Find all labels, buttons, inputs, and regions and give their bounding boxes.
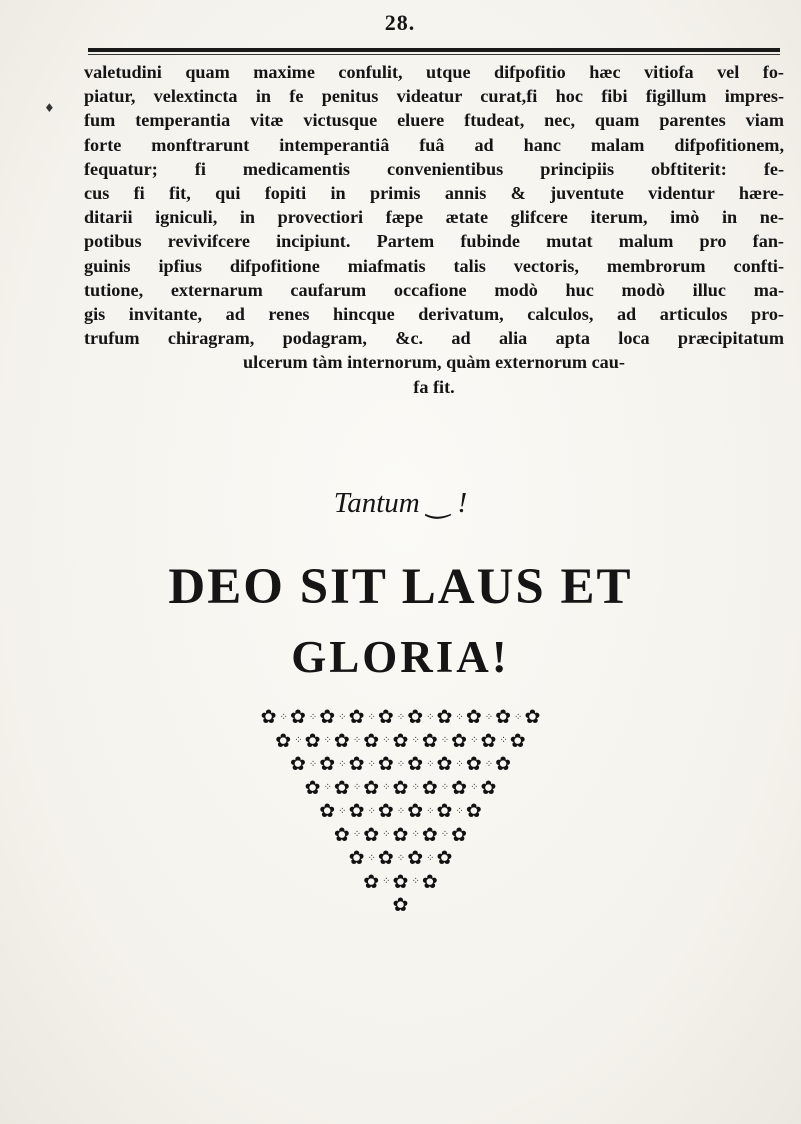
fleuron-icon: ✿ — [392, 729, 409, 752]
tantum-line: Tantum ‿ ! — [333, 487, 468, 519]
fleuron-icon: ✿ — [465, 706, 482, 729]
fleuron-icon: ✿ — [392, 894, 409, 917]
dot-separator-icon: ⁘ — [338, 758, 346, 770]
text-line: valetudini quam maxime confulit, utque difpofitio hæc vitiofa vel fo- — [84, 62, 784, 82]
fleuron-icon: ✿ — [289, 706, 306, 729]
dot-separator-icon: ⁘ — [352, 735, 361, 747]
fleuron-icon: ✿ — [392, 870, 409, 893]
dot-separator-icon: ⁘ — [396, 852, 405, 864]
fleuron-icon: ✿ — [495, 706, 512, 729]
dot-separator-icon: ⁘ — [484, 711, 493, 723]
dot-separator-icon: ⁘ — [411, 782, 419, 794]
fleuron-icon: ✿ — [436, 706, 453, 729]
fleuron-icon: ✿ — [348, 800, 365, 823]
dot-separator-icon: ⁘ — [426, 758, 434, 770]
dot-separator-icon: ⁘ — [426, 711, 434, 723]
fleuron-icon: ✿ — [319, 706, 336, 729]
fleuron-icon: ✿ — [319, 753, 336, 776]
dot-separator-icon: ⁘ — [279, 711, 287, 723]
text-line: guinis ipfius difpofitione miafmatis talis vectoris, membrorum confti- — [84, 255, 784, 276]
fleuron-icon: ✿ — [421, 870, 438, 893]
text-line: ditarii igniculi, in provectiori fæpe ætate glifcere iterum, imò in ne- — [84, 207, 784, 228]
fleuron-icon: ✿ — [509, 729, 526, 752]
text-line: piatur, velextincta in fe penitus videatur curat,fi hoc fibi figillum impres- — [84, 86, 784, 107]
fleuron-icon: ✿ — [451, 823, 468, 846]
dot-separator-icon: ⁘ — [411, 876, 419, 888]
fleuron-icon: ✿ — [524, 706, 541, 729]
fleuron-icon: ✿ — [348, 847, 365, 870]
fleuron-icon: ✿ — [333, 823, 350, 846]
header-rule-thin — [88, 54, 780, 55]
ornament-row — [0, 777, 801, 801]
fleuron-icon: ✿ — [260, 706, 277, 729]
dot-separator-icon: ⁘ — [470, 782, 478, 794]
dot-separator-icon: ⁘ — [367, 852, 375, 864]
fleuron-icon: ✿ — [377, 706, 394, 729]
dot-separator-icon: ⁘ — [396, 711, 405, 723]
ornament-row — [0, 824, 801, 848]
fleuron-icon: ✿ — [275, 729, 292, 752]
dot-separator-icon: ⁘ — [367, 711, 375, 723]
text-line: gis invitante, ad renes hincque derivatum, calculos, ad articulos pro- — [84, 304, 784, 325]
margin-mark-icon: ♦ — [44, 101, 55, 115]
dot-separator-icon: ⁘ — [323, 782, 331, 794]
text-line: cus fi fit, qui fopiti in primis annis & juventute videntur hære- — [84, 183, 784, 204]
deo-sit-laus-heading: DEO SIT LAUS ET — [168, 559, 633, 615]
fleuron-icon: ✿ — [407, 753, 424, 776]
fleuron-icon: ✿ — [363, 729, 380, 752]
dot-separator-icon: ⁘ — [514, 711, 522, 723]
ornament-row — [0, 871, 801, 895]
dot-separator-icon: ⁘ — [338, 711, 346, 723]
fleuron-icon: ✿ — [348, 753, 365, 776]
fleuron-icon: ✿ — [363, 776, 380, 799]
text-line: ulcerum tàm internorum, quàm externorum cau- — [243, 352, 625, 373]
dot-separator-icon: ⁘ — [426, 805, 434, 817]
fleuron-icon: ✿ — [465, 753, 482, 776]
dot-separator-icon: ⁘ — [352, 782, 361, 794]
ornament-row — [0, 753, 801, 777]
ornament-row — [0, 800, 801, 824]
fleuron-icon: ✿ — [451, 729, 468, 752]
fleuron-icon: ✿ — [407, 847, 424, 870]
fleuron-icon: ✿ — [421, 823, 438, 846]
gloria-heading: GLORIA! — [291, 632, 510, 682]
fleuron-icon: ✿ — [480, 776, 497, 799]
dot-separator-icon: ⁘ — [352, 829, 361, 841]
tailpiece-ornament — [0, 706, 801, 918]
fleuron-icon: ✿ — [333, 776, 350, 799]
dot-separator-icon: ⁘ — [382, 735, 390, 747]
dot-separator-icon: ⁘ — [484, 758, 493, 770]
dot-separator-icon: ⁘ — [440, 829, 449, 841]
dot-separator-icon: ⁘ — [455, 758, 463, 770]
dot-separator-icon: ⁘ — [382, 876, 390, 888]
fleuron-icon: ✿ — [465, 800, 482, 823]
text-line: forte monftrarunt intemperantiâ fuâ ad hanc malam difpofitionem, — [84, 134, 784, 155]
fleuron-icon: ✿ — [377, 800, 394, 823]
fleuron-icon: ✿ — [304, 729, 321, 752]
dot-separator-icon: ⁘ — [367, 758, 375, 770]
dot-separator-icon: ⁘ — [308, 758, 317, 770]
dot-separator-icon: ⁘ — [294, 735, 302, 747]
dot-separator-icon: ⁘ — [455, 805, 463, 817]
fleuron-icon: ✿ — [495, 753, 512, 776]
fleuron-icon: ✿ — [348, 706, 365, 729]
text-line: fa fit. — [413, 376, 455, 397]
ornament-row — [0, 706, 801, 730]
ornament-row — [0, 894, 801, 918]
dot-separator-icon: ⁘ — [411, 735, 419, 747]
text-line: fequatur; fi medicamentis convenientibus principiis obftiterit: fe- — [84, 158, 784, 179]
fleuron-icon: ✿ — [377, 753, 394, 776]
fleuron-icon: ✿ — [392, 823, 409, 846]
dot-separator-icon: ⁘ — [396, 805, 405, 817]
dot-separator-icon: ⁘ — [308, 711, 317, 723]
fleuron-icon: ✿ — [421, 776, 438, 799]
fleuron-icon: ✿ — [333, 729, 350, 752]
dot-separator-icon: ⁘ — [382, 782, 390, 794]
ornament-row — [0, 730, 801, 754]
fleuron-icon: ✿ — [407, 800, 424, 823]
fleuron-icon: ✿ — [451, 776, 468, 799]
dot-separator-icon: ⁘ — [440, 782, 449, 794]
fleuron-icon: ✿ — [392, 776, 409, 799]
fleuron-icon: ✿ — [363, 870, 380, 893]
header-rule — [88, 48, 780, 52]
body-paragraph — [84, 60, 784, 399]
text-line: fum temperantia vitæ victusque eluere ftudeat, nec, quam parentes viam — [84, 110, 784, 131]
fleuron-icon: ✿ — [304, 776, 321, 799]
ornament-row — [0, 847, 801, 871]
dot-separator-icon: ⁘ — [426, 852, 434, 864]
fleuron-icon: ✿ — [421, 729, 438, 752]
dot-separator-icon: ⁘ — [323, 735, 331, 747]
fleuron-icon: ✿ — [407, 706, 424, 729]
fleuron-icon: ✿ — [436, 847, 453, 870]
dot-separator-icon: ⁘ — [455, 711, 463, 723]
dot-separator-icon: ⁘ — [411, 829, 419, 841]
dot-separator-icon: ⁘ — [382, 829, 390, 841]
dot-separator-icon: ⁘ — [396, 758, 405, 770]
fleuron-icon: ✿ — [436, 753, 453, 776]
dot-separator-icon: ⁘ — [338, 805, 346, 817]
fleuron-icon: ✿ — [289, 753, 306, 776]
fleuron-icon: ✿ — [377, 847, 394, 870]
page-number: 28. — [384, 10, 416, 35]
text-line: trufum chiragram, podagram, &c. ad alia apta loca præcipitatum — [84, 328, 784, 349]
text-line: potibus revivifcere incipiunt. Partem fubinde mutat malum pro fan- — [84, 231, 784, 252]
fleuron-icon: ✿ — [319, 800, 336, 823]
fleuron-icon: ✿ — [436, 800, 453, 823]
fleuron-icon: ✿ — [480, 729, 497, 752]
fleuron-icon: ✿ — [363, 823, 380, 846]
dot-separator-icon: ⁘ — [440, 735, 449, 747]
text-line: tutione, externarum caufarum occafione modò huc modò illuc ma- — [84, 279, 784, 300]
dot-separator-icon: ⁘ — [367, 805, 375, 817]
dot-separator-icon: ⁘ — [470, 735, 478, 747]
dot-separator-icon: ⁘ — [499, 735, 507, 747]
